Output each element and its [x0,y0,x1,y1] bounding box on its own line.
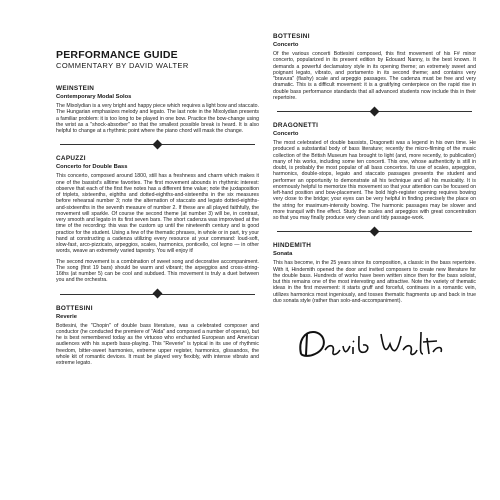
paragraph: This concerto, composed around 1800, still has a freshness and charm which makes it one of the bassist's alltime favorites. The first movement abounds in rhythmic interest: observe that each of the first five notes has a different time value; note the juxtaposition of triplets, sixteenths, eighths and dotted-eighths-and-sixteenths in the six measures before rehearsal number 3; note the alternation of staccato and legato dotted-eighths-and-sixteenths in the seventh measure of number 2. If these are all played faithfully, the movement will sparkle. Of course the second theme (at number 3) will be, in contrast, very smooth and legato in its first seven bars. The short cadenza was improvised at the time of the recording: this was the custom up until the nineteenth century and is good practice for the student. Using a few of the thematic phrases, in whole or in part, try your hand at constructing a cadenza utilizing every resource at your command: loud-soft, slow-fast, arco-pizzicato, arpeggios, scales, harmonics, ponticello, col legno — in other words, weave an extremely varied tapestry. You will enjoy it! [56,173,259,255]
guide-subtitle: COMMENTARY BY DAVID WALTER [56,61,189,70]
paragraph: The second movement is a combination of sweet song and decorative accompaniment. The song (first 19 bars) should be warm and vibrant; the arpeggios and cross-string-16ths (at number 5) can be cool and subdued. This movement is truly a duet between you and the orchestra. [56,258,259,284]
paragraph: Bottesini, the "Chopin" of double bass literature, was a celebrated composer and conductor (he conducted the premiere of "Aida" and composed a number of operas), but he is best remembered today as the virtuoso who enchanted European and American audiences with his superb bass-playing. This "Reverie" is typical in its use of rhythmic freedom, bitter-sweet harmonies, extreme upper register, harmonics, glissandos, the whole kit of romantic devices. It must be played very flexibly, with intense vibrato and extreme legato. [56,322,259,366]
guide-title: PERFORMANCE GUIDE [56,49,178,61]
piece-title: Concerto for Double Bass [56,164,128,171]
piece-title: Reverie [56,313,77,320]
section-hindemith [273,242,476,304]
piece-title: Contemporary Modal Solos [56,94,132,100]
section-bottesini-reverie [56,305,259,367]
paragraph: The Mixolydian is a very bright and happy piece which requires a light bow and staccato. The Hungarian emphasizes melody and legato. The last note in the Mixolydian presents a familiar problem: it is too long to be played in one bow. Practice the bow-change using the wrist as a "shock-absorber" so that the smallest possible break is heard. It is also helpful to change at a rhythmic point where the piano chord will mask the change. [56,103,259,134]
section-weinstein [56,85,259,134]
section-divider [273,105,476,118]
paragraph: Of the various concerti Bottesini composed, this first movement of his F# minor concerto, popularized in its present edition by Edouard Nanny, is the best known. It demands a powerful declamatory style in its opening theme; an extremely sweet and poignant legato, vibrato, and portamento in its second theme; and contains very "bravura" (flashy) scale and arpeggio passages. The cadenza must be free and very dramatic. This is a difficult movement: it is a gratifying centerpiece on the rapid rise in double bass performance standards that all advanced students now include this in their repertoire. [273,51,476,101]
signature-block [273,326,476,362]
piece-title: Concerto [273,131,299,137]
section-divider [56,138,259,151]
diamond-ornament-icon [370,106,380,116]
right-column [273,33,476,490]
piece-title: Concerto [273,42,299,48]
section-capuzzi [56,155,259,283]
section-bottesini-concerto [273,33,476,101]
composer-name: CAPUZZI [56,155,86,163]
section-divider [56,288,259,301]
composer-name: DRAGONETTI [273,122,319,129]
signature-graphic [295,326,445,362]
paragraph: This has become, in the 25 years since its composition, a classic in the bass repertoire. With it, Hindemith opened the door and invited composers to create new literature for the double bass. Hundreds of works have been written since then for the bass soloist, but this remains one of the most interesting and attractive. Note the variety of thematic ideas in the first movement: it starts gruff and forceful, continues in a romantic vein, utilizes harmonics most ingeniously, and tosses thematic fragments up and back in true duo sonata style (rather than solo-and-accompaniment). [273,260,476,304]
section-dragonetti [273,122,476,221]
paragraph: The most celebrated of double bassists, Dragonetti was a legend in his own time. He produced a substantial body of bass literature; recently the micro-filming of the music collection of the British Museum has brought to light (and, more recently, to publication) many of his works, including some ten concerti. This one, whose authenticity is still in doubt, is probably the most popular of all bass concertos. Its use of scales, arpeggios, harmonics, double-stops, legato and staccato passages presents the student and performer an opportunity to demonstrate all his technique and all his musicality. It is enormously helpful to memorize this movement so that your attention can be focused on left-hand position and bow-placement. The bold high-register opening requires bowing very close to the bridge; your eyes can be very helpful in finding precisely the place on the string for maximum-intensity bowing. The harmonic passages may be slower and more tranquil with fine effect. Study the scales and arpeggios with great concentration so that you may finally produce very clean and tidy passage-work. [273,140,476,221]
diamond-ornament-icon [153,289,163,299]
composer-name: HINDEMITH [273,242,312,250]
piece-title: Sonata [273,251,293,258]
composer-name: BOTTESINI [273,33,310,40]
composer-name: BOTTESINI [56,304,93,312]
diamond-ornament-icon [153,139,163,149]
section-divider [273,225,476,238]
composer-name: WEINSTEIN [56,85,95,92]
left-column [56,33,259,490]
diamond-ornament-icon [370,226,380,236]
